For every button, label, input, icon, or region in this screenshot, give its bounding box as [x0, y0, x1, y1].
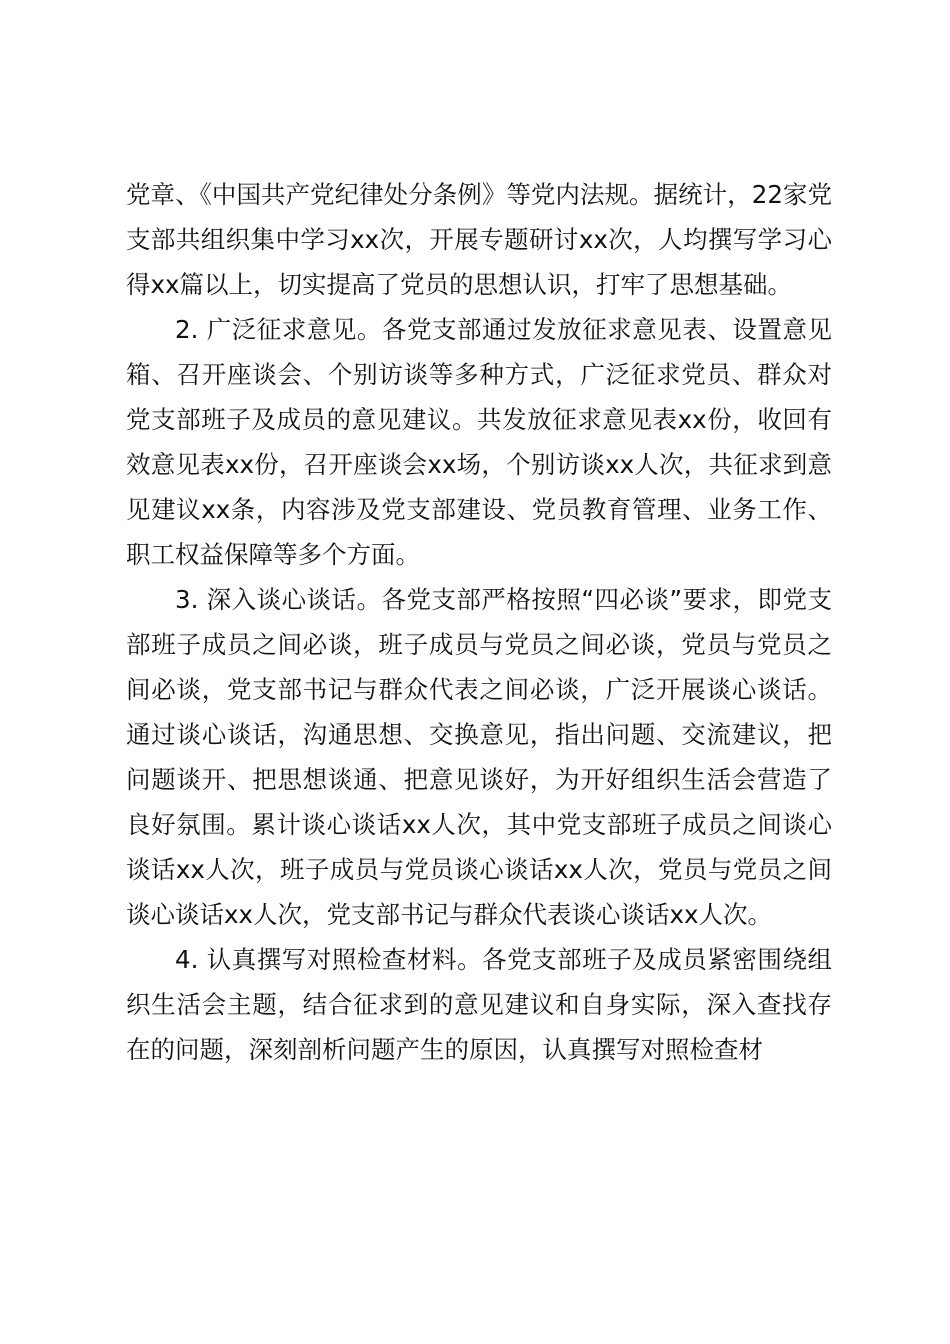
paragraph-solicit-opinions: 2. 广泛征求意见。各党支部通过发放征求意见表、设置意见箱、召开座谈会、个别访谈等多种方式，广泛征求党员、群众对党支部班子及成员的意见建议。共发放征求意见表xx份，收回有效意见表xx份，召开座谈会xx场，个别访谈xx人次，共征求到意见建议xx条，内容涉及党支部建设、党员教育管理、业务工作、职工权益保障等多个方面。 — [126, 315, 832, 569]
document-body — [126, 172, 832, 1072]
paragraph-continuation: 党章、《中国共产党纪律处分条例》等党内法规。据统计，22家党支部共组织集中学习xx次，开展专题研讨xx次，人均撰写学习心得xx篇以上，切实提高了党员的思想认识，打牢了思想基础。 — [126, 180, 832, 299]
paragraph-heart-to-heart-talks: 3. 深入谈心谈话。各党支部严格按照“四必谈”要求，即党支部班子成员之间必谈，班子成员与党员之间必谈，党员与党员之间必谈，党支部书记与群众代表之间必谈，广泛开展谈心谈话。通过谈心谈话，沟通思想、交换意见，指出问题、交流建议，把问题谈开、把思想谈通、把意见谈好，为开好组织生活会营造了良好氛围。累计谈心谈话xx人次，其中党支部班子成员之间谈心谈话xx人次，班子成员与党员谈心谈话xx人次，党员与党员之间谈心谈话xx人次，党支部书记与群众代表谈心谈话xx人次。 — [126, 585, 832, 929]
paragraph-self-inspection-materials: 4. 认真撰写对照检查材料。各党支部班子及成员紧密围绕组织生活会主题，结合征求到的意见建议和自身实际，深入查找存在的问题，深刻剖析问题产生的原因，认真撰写对照检查材 — [126, 945, 832, 1064]
